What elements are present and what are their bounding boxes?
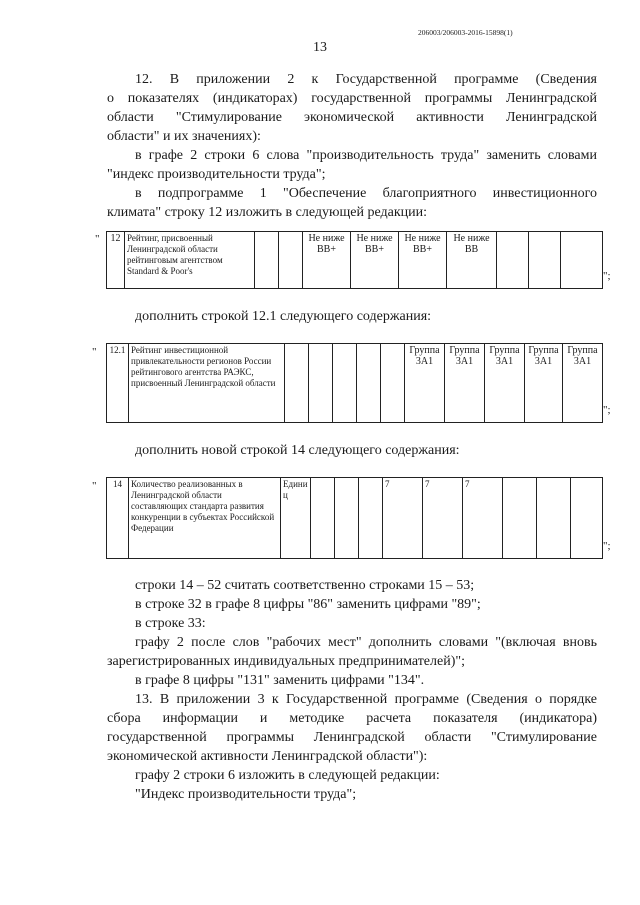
- table1-cell-value: [561, 232, 603, 289]
- para12-line-1: 12. В приложении 2 к Государственной программе (Сведения: [135, 72, 597, 87]
- table3-cell-value: 7: [423, 478, 463, 559]
- tail-line-4: графу 2 после слов "рабочих мест" дополнить словами "(включая вновь: [135, 635, 597, 650]
- table3-cell-value: 7: [383, 478, 423, 559]
- table3-cell-num: 14: [107, 478, 129, 559]
- table1-cell-unit: [255, 232, 279, 289]
- table2-cell-value: Группа 3А1: [563, 344, 603, 423]
- tail-line-2: в строке 32 в графе 8 цифры "86" заменить цифрами "89";: [135, 597, 481, 612]
- tail-line-3: в строке 33:: [135, 616, 206, 631]
- table2-cell-value: [309, 344, 333, 423]
- para12-line-7: в подпрограмме 1 "Обеспечение благоприятного инвестиционного: [135, 186, 597, 201]
- table2-cell-unit: [285, 344, 309, 423]
- para13-line-6: "Индекс производительности труда";: [135, 787, 357, 802]
- table2-close-quote: ";: [603, 404, 611, 416]
- table1-close-quote: ";: [603, 270, 611, 282]
- table2-cell-value: [381, 344, 405, 423]
- table2-row-12-1: [106, 343, 603, 423]
- table2-cell-value: Группа 3А1: [525, 344, 563, 423]
- table3-cell-value: [503, 478, 537, 559]
- para12-line-4: области" и их значениях):: [107, 129, 261, 144]
- table1-cell-value: Не ниже BB+: [303, 232, 351, 289]
- table3-cell-value: [311, 478, 335, 559]
- table2-cell-value: Группа 3А1: [405, 344, 445, 423]
- table3-cell-value: [537, 478, 571, 559]
- table3-row-14: [106, 477, 603, 559]
- table1-cell-value: [497, 232, 529, 289]
- table2-cell-value: Группа 3А1: [445, 344, 485, 423]
- table3-cell-value: [359, 478, 383, 559]
- text-after-table2: дополнить новой строкой 14 следующего содержания:: [135, 443, 460, 458]
- para12-line-6: "индекс производительности труда";: [107, 167, 326, 182]
- table2-cell-num: 12.1: [107, 344, 129, 423]
- table2-cell-value: [333, 344, 357, 423]
- table3-open-quote: ": [92, 480, 97, 492]
- table1-cell-value: [529, 232, 561, 289]
- table1-open-quote: ": [95, 233, 100, 245]
- table1-cell-value: Не ниже BB: [447, 232, 497, 289]
- para13-line-5: графу 2 строки 6 изложить в следующей редакции:: [135, 768, 440, 783]
- table1-cell-num: 12: [107, 232, 125, 289]
- table1-cell-value: [279, 232, 303, 289]
- para12-line-8: климата" строку 12 изложить в следующей редакции:: [107, 205, 427, 220]
- para13-line-4: экономической активности Ленинградской области"):: [107, 749, 428, 764]
- table1-row-12: [106, 231, 603, 289]
- table3-cell-name: Количество реализованных в Ленинградской области составляющих стандарта развития конкуренции в субъектах Российской Федерации: [129, 478, 281, 559]
- table2-cell-value: [357, 344, 381, 423]
- page-number: 13: [313, 40, 327, 55]
- table1-cell-value: Не ниже BB+: [351, 232, 399, 289]
- tail-line-5: зарегистрированных индивидуальных предпринимателей)";: [107, 654, 465, 669]
- table3-cell-unit: Единиц: [281, 478, 311, 559]
- para12-line-5: в графе 2 строки 6 слова "производительность труда" заменить словами: [135, 148, 597, 163]
- table2-cell-value: Группа 3А1: [485, 344, 525, 423]
- para13-line-3: государственной программы Ленинградской области "Стимулирование: [107, 730, 597, 745]
- table2-cell-name: Рейтинг инвестиционной привлекательности регионов России рейтингового агентства РАЭКС, присвоенный Ленинградской области: [129, 344, 285, 423]
- text-after-table1: дополнить строкой 12.1 следующего содержания:: [135, 309, 432, 324]
- table3-close-quote: ";: [603, 540, 611, 552]
- para13-line-2: сбора информации и методике расчета показателя (индикатора): [107, 711, 597, 726]
- table3-cell-value: [571, 478, 603, 559]
- para13-line-1: 13. В приложении 3 к Государственной программе (Сведения о порядке: [135, 692, 597, 707]
- table3-cell-value: [335, 478, 359, 559]
- table3-cell-value: 7: [463, 478, 503, 559]
- para12-line-3: области "Стимулирование экономической активности Ленинградской: [107, 110, 597, 125]
- tail-line-1: строки 14 – 52 считать соответственно строками 15 – 53;: [135, 578, 475, 593]
- table1-cell-value: Не ниже BB+: [399, 232, 447, 289]
- table1-cell-name: Рейтинг, присвоенный Ленинградской области рейтинговым агентством Standard & Poor's: [125, 232, 255, 289]
- document-code: 206003/206003-2016-15898(1): [418, 28, 513, 37]
- para12-line-2: о показателях (индикаторах) государственной программы Ленинградской: [107, 91, 597, 106]
- table2-open-quote: ": [92, 346, 97, 358]
- tail-line-6: в графе 8 цифры "131" заменить цифрами "134".: [135, 673, 425, 688]
